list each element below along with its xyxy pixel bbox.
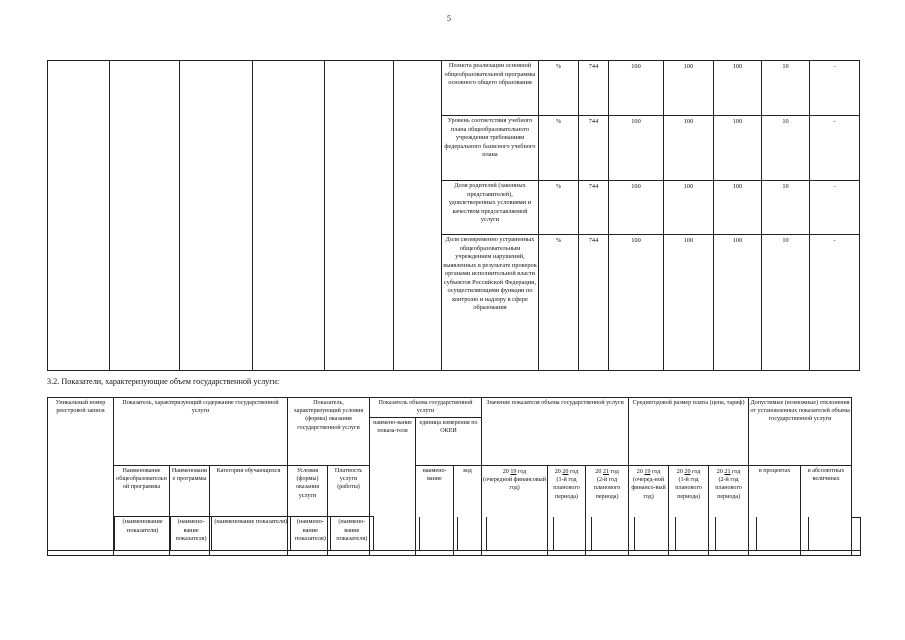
value-year-2020: 20 20 год (1-й год планового периода) [548, 466, 586, 556]
header-row [48, 466, 861, 518]
value-2021: 100 [714, 116, 762, 181]
deviation-absolute: - [810, 61, 860, 116]
value-2021: 100 [714, 61, 762, 116]
registry-header: Уникальный номер реестровой записи [48, 398, 114, 556]
category-header: Категория обучающихся [210, 466, 288, 556]
unit: % [539, 116, 579, 181]
okei-code: 744 [579, 181, 609, 235]
page-number: 5 [447, 14, 451, 23]
indicator-name: Полнота реализации основной общеобразовательной программы основного общего образования [442, 61, 539, 116]
deviation-percent: 10 [762, 235, 810, 371]
conditions-group-header: Показатель, характеризующий условия (формы) оказания государственной услуги [288, 398, 370, 466]
price-year-2021: 20 21 год (2-й год планового периода) [709, 466, 749, 556]
value-2019: 100 [609, 116, 664, 181]
indicator-name: Доля своевременно устраненных общеобразовательным учреждением нарушений, выявленных в результате проверок органами исполнительной власти субъектов Российской Федерации, осуществляющими функции по контролю и надзору в сфере образования [442, 235, 539, 371]
conditions-header: Условия (формы) оказания услуги [288, 466, 328, 556]
sub-name-program-name: (наимено-вание показателя) [171, 517, 211, 551]
sub-name-category: (наименование показателя) [211, 517, 290, 551]
value-2020: 100 [664, 61, 714, 116]
paid-header: Платность услуги (работы) [328, 466, 370, 556]
value-group-header: Значение показателя объема государственной услуги [482, 398, 629, 466]
value-2019: 100 [609, 61, 664, 116]
sub-name-program: (наименование показателя) [114, 517, 171, 551]
deviation-percent: 10 [762, 116, 810, 181]
program-header: Наименование общеобразовательной программы [114, 466, 170, 556]
indicator-name: Уровень соответствия учебного плана общеобразовательного учреждения требованиям федерального базисного учебного плана [442, 116, 539, 181]
unit: % [539, 235, 579, 371]
deviation-percent: 10 [762, 181, 810, 235]
value-year-2019: 20 19 год (очередной финансовый год) [482, 466, 548, 556]
quality-indicators-table [47, 60, 860, 371]
okei-code: 744 [579, 235, 609, 371]
value-2020: 100 [664, 116, 714, 181]
unit: % [539, 61, 579, 116]
value-2021: 100 [714, 181, 762, 235]
section-title: 3.2. Показатели, характеризующие объем государственной услуги: [47, 377, 280, 386]
sub-name-paid: (наимено-вание показателя) [331, 517, 373, 551]
deviation-absolute-header: в абсолютных величинах [801, 466, 852, 556]
price-group-header: Среднегодовой размер платы (цена, тариф) [629, 398, 749, 466]
volume-subheader-table [47, 516, 861, 551]
sub-name-conditions: (наимено-вание показателя) [290, 517, 330, 551]
deviation-absolute: - [810, 235, 860, 371]
value-2019: 100 [609, 235, 664, 371]
price-year-2019: 20 19 год (очеред-ной финансо-вый год) [629, 466, 669, 556]
content-group-header: Показатель, характеризующий содержание государственной услуги [114, 398, 288, 466]
value-year-2021: 20 21 год (2-й год планового периода) [586, 466, 629, 556]
header-row [48, 517, 861, 551]
unit: % [539, 181, 579, 235]
price-year-2020: 20 20 год (1-й год планового периода) [669, 466, 709, 556]
okei-code: 744 [579, 61, 609, 116]
deviation-percent-header: в процентах [749, 466, 801, 556]
unit-code-header: код [454, 466, 482, 556]
header-row [48, 398, 861, 418]
indicator-name: Доля родителей (законных представителей), удовлетворенных условиями и качеством предоставляемой услуги [442, 181, 539, 235]
value-2020: 100 [664, 181, 714, 235]
unit-group-header: единица измерения по ОКЕИ [416, 418, 482, 466]
deviation-group-header: Допустимые (возможные) отклонения от установленных показателей объема государственной услуги [749, 398, 852, 466]
volume-group-header: Показатель объема государственной услуги [370, 398, 482, 418]
deviation-absolute: - [810, 181, 860, 235]
volume-name-header: наимено-вание показа-теля [370, 418, 416, 556]
value-2020: 100 [664, 235, 714, 371]
unit-name-header: наимено-вание [416, 466, 454, 556]
value-2021: 100 [714, 235, 762, 371]
table-row [48, 61, 860, 116]
program-name-header: Наименование программы [170, 466, 210, 556]
value-2019: 100 [609, 181, 664, 235]
okei-code: 744 [579, 116, 609, 181]
deviation-absolute: - [810, 116, 860, 181]
deviation-percent: 10 [762, 61, 810, 116]
